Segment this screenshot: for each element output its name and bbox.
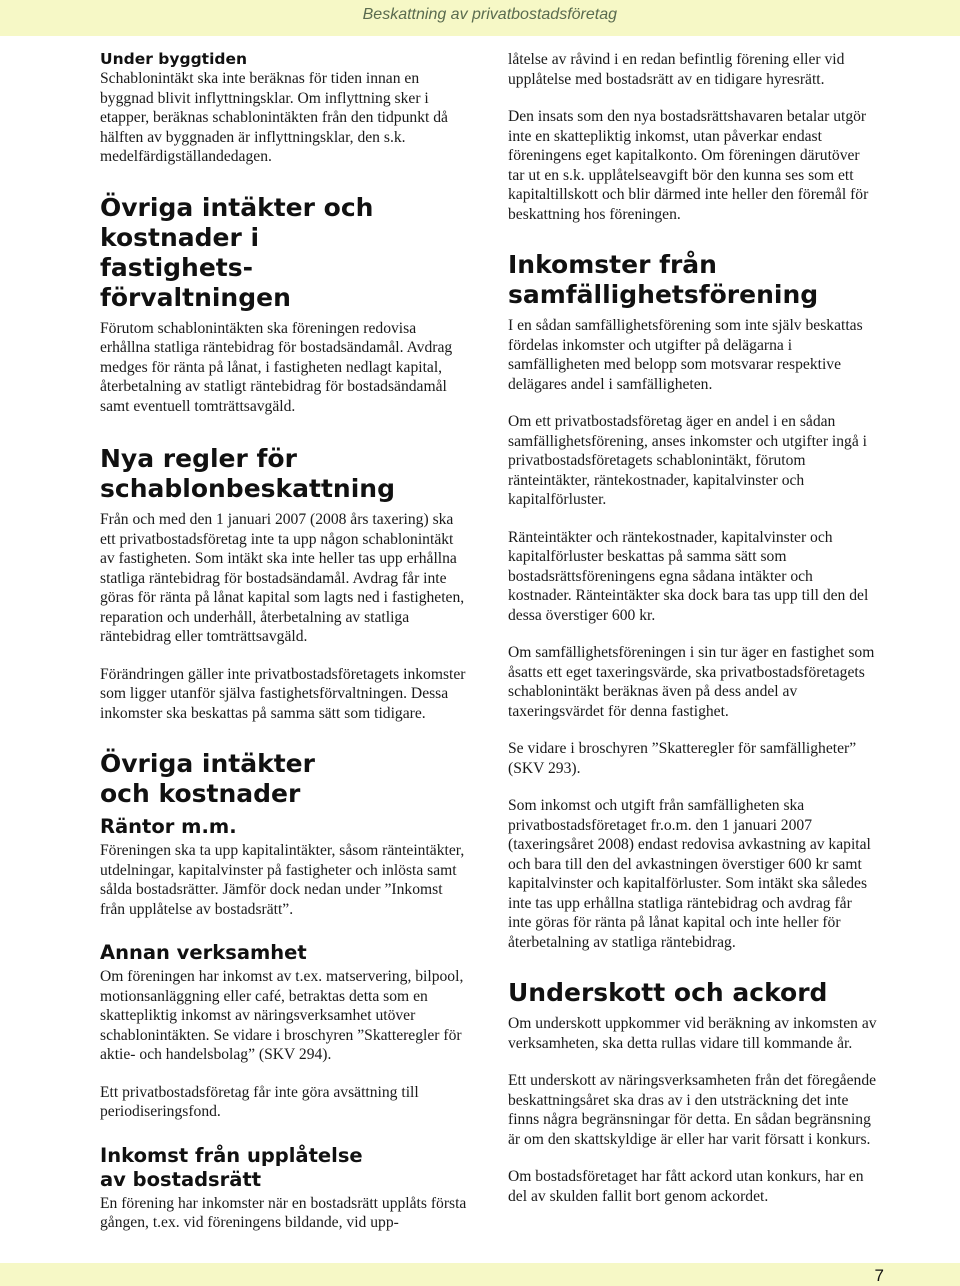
subheading-rantor: Räntor m.m.	[100, 815, 237, 838]
heading-nya-regler: Nya regler för schablonbeskattning	[100, 444, 395, 503]
paragraph: I en sådan samfällighetsförening som inte själv beskattas fördelas inkomster och utgifter på delägarna i samfälligheten med belopp som motsvarar respektive delägares andel i samfälligheten.	[508, 317, 863, 393]
paragraph: Ränteintäkter och räntekostnader, kapitalvinster och kapitalförluster beskattas på samma sätt som bostadsrättsföreningens egna sådana intäkter och kostnader. Ränteintäkter ska dock bara tas upp till den del dessa överstiger 600 kr.	[508, 528, 869, 624]
paragraph: En förening har inkomster när en bostadsrätt upplåts första gången, t.ex. vid föreningens bildande, vid upp-	[100, 1194, 467, 1231]
running-header-title: Beskattning av privatbostadsföretag	[362, 6, 617, 23]
heading-under-byggtiden: Under byggtiden	[100, 50, 248, 68]
paragraph: Ett underskott av näringsverksamheten från det föregående beskattningsåret ska dras av i den utsträckning det inte finns några begränsningar för detta. En sådan begränsning är om den skattskyldige är eller har varit försatt i konkurs.	[508, 1072, 877, 1148]
paragraph: Föreningen ska ta upp kapitalintäkter, såsom ränteintäkter, utdelningar, kapitalvinster på fastigheter och inlösta samt sålda bostadsrätter. Jämför dock nedan under ”Inkomst från upplåtelse av bostadsrätt”.	[100, 842, 465, 918]
paragraph: Som inkomst och utgift från samfälligheten ska privatbostadsföretaget fr.o.m. den 1 januari 2007 (taxeringsåret 2008) endast redovisa avkastning av kapital och bara till den del avkastningen överstiger 600 kr samt kapitalvinster och kapitalförluster. Som intäkt ska således inte tas upp erhållna statliga räntebidrag och avdrag får inte göras för ränta på lånat kapital och inte heller för återbetalning av statliga räntebidrag.	[508, 797, 871, 951]
paragraph: Ett privatbostadsföretag får inte göra avsättning till periodiseringsfond.	[100, 1083, 419, 1120]
paragraph: låtelse av råvind i en redan befintlig förening eller vid upplåtelse med bostadsrätt av en tidigare hyresrätt.	[508, 51, 845, 88]
paragraph: Förändringen gäller inte privatbostadsföretagets inkomster som ligger utanför själva fastighetsförvaltningen. Dessa inkomster ska beskattas på samma sätt som tidigare.	[100, 665, 466, 722]
left-column	[100, 50, 470, 1233]
heading-ovriga-intakter-fastighetsforvaltning: Övriga intäkter och kostnader i fastighets-förvaltningen	[100, 192, 374, 312]
heading-underskott-och-ackord: Underskott och ackord	[508, 978, 828, 1007]
paragraph: Om bostadsföretaget har fått ackord utan konkurs, har en del av skulden fallit bort genom ackordet.	[508, 1168, 864, 1205]
footer-bar	[0, 1263, 960, 1286]
right-column	[508, 50, 878, 1206]
paragraph: Om underskott uppkommer vid beräkning av inkomsten av verksamheten, ska detta rullas vidare till kommande år.	[508, 1015, 877, 1052]
paragraph: Om samfällighetsföreningen i sin tur äger en fastighet som åsatts ett eget taxeringsvärde, ska privatbostadsföretagets schablonintäkt beräknas även på dess andel av taxeringsvärdet för denna fastighet.	[508, 644, 875, 720]
heading-ovriga-intakter-och-kostnader: Övriga intäkter och kostnader	[100, 749, 315, 808]
paragraph: Den insats som den nya bostadsrättshavaren betalar utgör inte en skattepliktig inkomst, utan påverkar endast föreningens eget kapitalkonto. Om föreningen därutöver tar ut en s.k. upplåtelseavgift bör den kunna ses som ett kapitaltillskott och blir därmed inte heller den föremål för beskattning hos föreningen.	[508, 108, 869, 223]
page-number: 7	[874, 1266, 884, 1285]
heading-inkomster-samfallighetsforening: Inkomster från samfällighetsförening	[508, 250, 819, 309]
paragraph: Från och med den 1 januari 2007 (2008 års taxering) ska ett privatbostadsföretag inte ta upp någon schablonintäkt av fastigheten. Som intäkt ska inte heller tas upp erhållna statliga räntebidrag för bostadsändamål. Avdrag får inte göras för ränta på lånat kapital som lagts ned i fastigheten, reparation och underhåll, återbetalning av statliga räntebidrag eller tomträttsavgäld.	[100, 511, 465, 645]
heading-annan-verksamhet: Annan verksamhet	[100, 941, 307, 964]
paragraph: Schablonintäkt ska inte beräknas för tiden innan en byggnad blivit inflyttningsklar. Om inflyttning sker i etapper, beräknas schablonintäkten från den tidpunkt då hälften av byggnaden är inflyttningsklar, den s.k. medelfärdigställandedagen.	[100, 70, 448, 165]
paragraph: Se vidare i broschyren ”Skatteregler för samfälligheter” (SKV 293).	[508, 740, 857, 777]
header-bar	[0, 0, 960, 36]
paragraph: Om ett privatbostadsföretag äger en andel i en sådan samfällighetsförening, anses inkomster och utgifter ingå i privatbostadsföretagets schablonintäkt, förutom ränteintäkter, räntekostnader, kapitalvinster och kapitalförluster.	[508, 413, 867, 508]
paragraph: Om föreningen har inkomst av t.ex. matservering, bilpool, motionsanläggning eller café, betraktas detta som en skattepliktig inkomst av näringsverksamhet utöver schablonintäkten. Se vidare i broschyren ”Skatteregler för aktie- och handelsbolag” (SKV 294).	[100, 968, 464, 1063]
paragraph: Förutom schablonintäkten ska föreningen redovisa erhållna statliga räntebidrag för bostadsändamål. Avdrag medges för ränta på lånat, i fastigheten nedlagt kapital, återbetalning av statligt räntebidrag för bostadsändamål samt eventuell tomträttsavgäld.	[100, 319, 453, 415]
heading-inkomst-upplatelse: Inkomst från upplåtelse av bostadsrätt	[100, 1143, 363, 1191]
